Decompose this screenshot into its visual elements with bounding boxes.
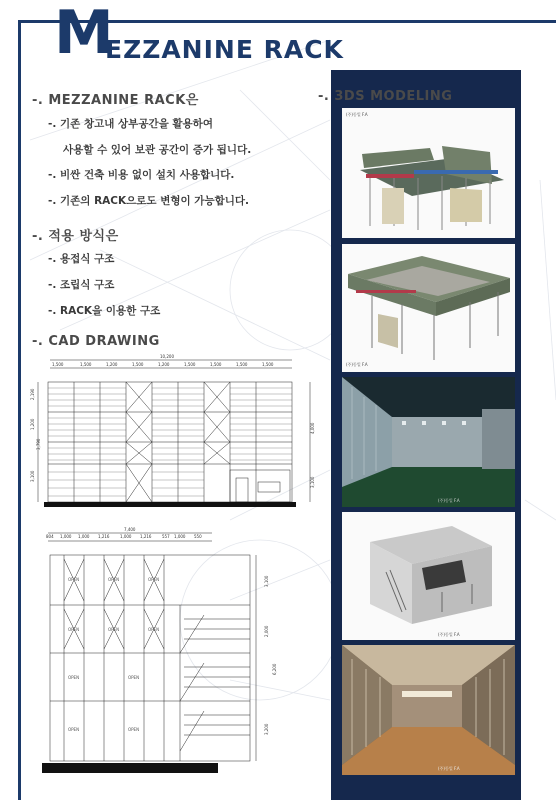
render-mezzanine-cutaway — [342, 512, 515, 640]
method-line-2: -. 조립식 구조 — [48, 279, 115, 291]
svg-text:1,200: 1,200 — [106, 362, 118, 367]
svg-text:4,000: 4,000 — [310, 422, 315, 434]
svg-text:1,500: 1,500 — [262, 362, 274, 367]
svg-text:3,200: 3,200 — [264, 723, 269, 735]
render1-brand: (주)동일 F.A — [346, 112, 368, 117]
method-line-3: -. RACK을 이용한 구조 — [48, 305, 161, 317]
render-mezzanine-front — [342, 108, 515, 238]
svg-text:1,500: 1,500 — [210, 362, 222, 367]
open-label: OPEN — [148, 627, 160, 632]
cad-elevation-drawing — [30, 352, 320, 514]
svg-text:804: 804 — [46, 534, 54, 539]
open-label: OPEN — [108, 577, 120, 582]
svg-text:3,100: 3,100 — [264, 575, 269, 587]
svg-text:1,500: 1,500 — [80, 362, 92, 367]
open-label: OPEN — [68, 577, 80, 582]
svg-text:1,500: 1,500 — [132, 362, 144, 367]
svg-text:1,000: 1,000 — [60, 534, 72, 539]
title-initial: M — [54, 0, 112, 68]
svg-text:2,190: 2,190 — [30, 388, 35, 400]
cad-section-drawing — [34, 525, 284, 785]
svg-text:550: 550 — [194, 534, 202, 539]
open-label: OPEN — [148, 577, 160, 582]
intro-line-1: -. 기존 창고내 상부공간을 활용하여 — [48, 118, 213, 130]
cad-total-dim: 10,200 — [160, 354, 174, 359]
svg-text:1,500: 1,500 — [236, 362, 248, 367]
render2-brand: (주)동일 F.A — [346, 362, 368, 367]
render3-brand: (주)동일 F.A — [438, 498, 460, 503]
svg-text:3,100: 3,100 — [310, 476, 315, 488]
cad-elevation-floor — [44, 502, 296, 507]
open-label: OPEN — [128, 727, 140, 732]
svg-text:3,100: 3,100 — [30, 470, 35, 482]
open-label: OPEN — [128, 675, 140, 680]
cad-heading: -. CAD DRAWING — [32, 334, 160, 349]
intro-heading: -. MEZZANINE RACK은 — [32, 93, 199, 108]
intro-line-4: -. 기존의 RACK으로도 변형이 가능합니다. — [48, 195, 250, 207]
svg-text:1,200: 1,200 — [158, 362, 170, 367]
svg-text:557: 557 — [162, 534, 170, 539]
render-mezzanine-aerial — [342, 244, 515, 372]
svg-text:3,790: 3,790 — [36, 438, 41, 450]
render5-brand: (주)동일 F.A — [438, 766, 460, 771]
method-line-1: -. 용접식 구조 — [48, 253, 115, 265]
svg-text:1,000: 1,000 — [78, 534, 90, 539]
svg-text:1,216: 1,216 — [140, 534, 152, 539]
open-label: OPEN — [108, 627, 120, 632]
cad-section-floor — [42, 763, 218, 773]
page-title: EZZANINE RACK — [105, 35, 344, 64]
svg-text:6,200: 6,200 — [272, 663, 277, 675]
render4-brand: (주)동일 F.A — [438, 632, 460, 637]
method-heading: -. 적용 방식은 — [32, 229, 119, 244]
render-warehouse-interior — [342, 377, 515, 507]
svg-text:1,500: 1,500 — [52, 362, 64, 367]
render-interior-wood-floor — [342, 645, 515, 775]
open-label: OPEN — [68, 627, 80, 632]
frame-left-rule — [18, 20, 21, 800]
svg-text:1,000: 1,000 — [120, 534, 132, 539]
intro-line-3: -. 비싼 건축 비용 없이 설치 사용합니다. — [48, 169, 235, 181]
svg-text:1,000: 1,000 — [174, 534, 186, 539]
open-label: OPEN — [68, 675, 80, 680]
modeling-heading: -. 3DS MODELING — [318, 89, 453, 104]
svg-text:2,000: 2,000 — [264, 625, 269, 637]
cad-section-total-dim: 7,400 — [124, 527, 136, 532]
svg-text:1,500: 1,500 — [184, 362, 196, 367]
svg-text:1,216: 1,216 — [98, 534, 110, 539]
intro-line-2: 사용할 수 있어 보관 공간이 증가 됩니다. — [63, 144, 252, 156]
svg-text:1,200: 1,200 — [30, 418, 35, 430]
open-label: OPEN — [68, 727, 80, 732]
